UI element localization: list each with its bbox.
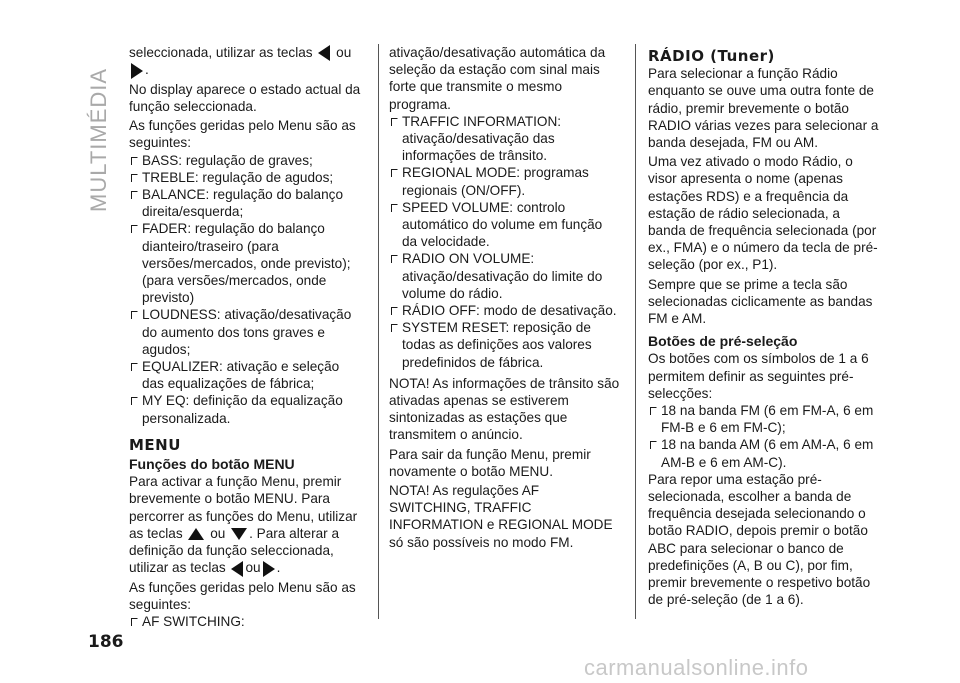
list-item: FADER: regulação do balanço dianteiro/traseiro (para versões/mercados, onde previsto);(para versões/mercados, onde previsto) [129, 220, 361, 306]
arrow-right-icon [263, 561, 275, 577]
text-column-3 [648, 48, 880, 609]
note: NOTA! As regulações AF SWITCHING, TRAFFIC INFORMATION e REGIONAL MODE só são possíveis no modo FM. [389, 483, 613, 550]
section-side-title: MULTIMÉDIA [86, 67, 111, 212]
bullet-icon [131, 157, 138, 165]
section-heading-menu: MENU [129, 435, 181, 454]
arrow-up-icon [188, 528, 204, 540]
bullet-icon [131, 174, 138, 182]
bullet-icon [391, 255, 398, 263]
list-item: MY EQ: definição da equalização personalizada. [129, 392, 361, 426]
list-item: REGIONAL MODE: programas regionais (ON/OFF). [389, 164, 621, 198]
list-item: TREBLE: regulação de agudos; [129, 169, 361, 186]
paragraph: As funções geridas pelo Menu são as seguintes: [129, 118, 356, 151]
paragraph: ativação/desativação automática da seleção da estação com sinal mais forte que transmite o mesmo programa. [389, 45, 606, 112]
bullet-icon [131, 191, 138, 199]
bullet-icon [391, 118, 398, 126]
paragraph: Para selecionar a função Rádio enquanto se ouve uma outra fonte de rádio, premir brevemente o botão RADIO várias vezes para selecionar a banda desejada, FM ou AM. [648, 66, 879, 151]
bullet-icon [650, 441, 657, 449]
list-item: SPEED VOLUME: controlo automático do volume em função da velocidade. [389, 199, 621, 251]
bullet-icon [131, 363, 138, 371]
list-item: RÁDIO OFF: modo de desativação. [389, 302, 621, 319]
paragraph: As funções geridas pelo Menu são as seguintes: [129, 579, 356, 612]
paragraph: Para sair da função Menu, premir novamente o botão MENU. [389, 446, 591, 479]
bullet-icon [131, 225, 138, 233]
paragraph: Uma vez ativado o modo Rádio, o visor apresenta o nome (apenas estações RDS) e a frequência da estação de rádio selecionada, a banda de frequência selecionada (por ex., FMA) e o número da tecla de pré-seleção (por ex., P1). [648, 154, 878, 273]
list-item: EQUALIZER: ativação e seleção das equalizações de fábrica; [129, 358, 361, 392]
bullet-icon [131, 618, 138, 626]
paragraph: Sempre que se prime a tecla são selecionadas ciclicamente as bandas FM e AM. [648, 276, 873, 327]
arrow-right-icon [131, 63, 143, 79]
subsection-heading: Botões de pré-seleção [648, 333, 798, 350]
paragraph: seleccionada, utilizar as teclas ou . [129, 45, 352, 78]
arrow-left-icon [318, 45, 330, 61]
column-divider [635, 44, 636, 619]
bullet-icon [391, 324, 398, 332]
page-number: 186 [88, 632, 124, 652]
list-item: BASS: regulação de graves; [129, 152, 361, 169]
list-item: 18 na banda AM (6 em AM-A, 6 em AM-B e 6 em AM-C). [648, 436, 880, 470]
watermark: carmanualsonline.info [584, 655, 809, 680]
arrow-left-icon [231, 561, 243, 577]
bullet-icon [131, 397, 138, 405]
list-item: LOUDNESS: ativação/desativação do aumento dos tons graves e agudos; [129, 306, 361, 358]
list-item: BALANCE: regulação do balanço direita/esquerda; [129, 186, 361, 220]
note: NOTA! As informações de trânsito são ativadas apenas se estiverem sintonizadas as estações que transmitem o anúncio. [389, 375, 620, 443]
bullet-icon [391, 307, 398, 315]
list-item: AF SWITCHING: [129, 613, 361, 630]
bullet-icon [391, 204, 398, 212]
list-item: TRAFFIC INFORMATION: ativação/desativação das informações de trânsito. [389, 113, 621, 165]
list-item: RADIO ON VOLUME: ativação/desativação do limite do volume do rádio. [389, 250, 621, 302]
subsection-heading: Funções do botão MENU [129, 456, 295, 473]
bullet-icon [391, 169, 398, 177]
column-divider [378, 44, 379, 619]
list-item: SYSTEM RESET: reposição de todas as definições aos valores predefinidos de fábrica. [389, 319, 621, 371]
paragraph: Para activar a função Menu, premir brevemente o botão MENU. Para percorrer as funções do Menu, utilizar [129, 474, 358, 524]
paragraph: Para repor uma estação pré-selecionada, escolher a banda de frequência desejada selecionando o botão RADIO, depois premir o botão ABC para selecionar o banco de predefinições (A, B ou C), por fim, premir brevemente o respetivo botão de pré-seleção (de 1 a 6). [648, 471, 871, 608]
paragraph: Os botões com os símbolos de 1 a 6 permitem definir as seguintes pré-selecções: [648, 351, 869, 401]
paragraph: No display aparece o estado actual da função seleccionada. [129, 81, 361, 115]
section-heading-radio: RÁDIO (Tuner) [648, 47, 775, 65]
bullet-icon [131, 311, 138, 319]
arrow-down-icon [231, 528, 247, 540]
paragraph: utilizar as teclas ou . [129, 560, 281, 576]
text-column-2 [389, 44, 621, 551]
paragraph: as teclas ou . Para alterar a definição da função seleccionada, [129, 525, 340, 559]
bullet-icon [650, 407, 657, 415]
list-item: 18 na banda FM (6 em FM-A, 6 em FM-B e 6 em FM-C); [648, 402, 880, 436]
text-column-1 [129, 44, 361, 630]
